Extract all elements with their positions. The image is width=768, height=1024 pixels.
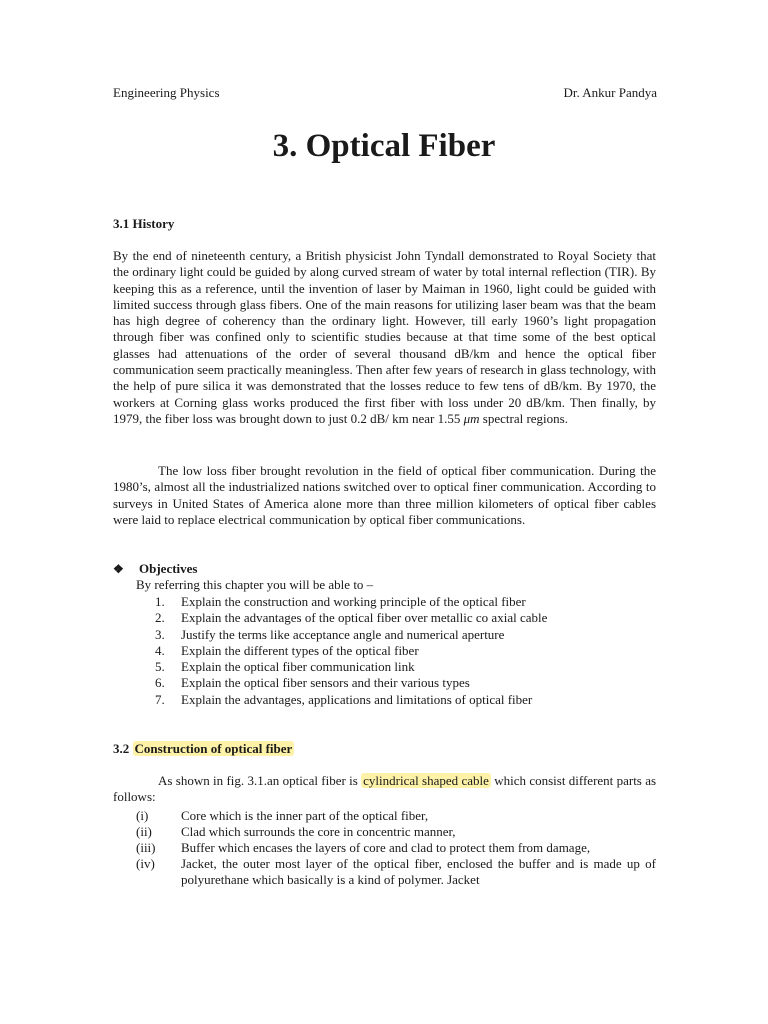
roman-numeral: (i) bbox=[136, 808, 149, 823]
header-author: Dr. Ankur Pandya bbox=[563, 85, 657, 100]
roman-numeral: (ii) bbox=[136, 824, 152, 839]
list-item bbox=[155, 643, 547, 659]
list-text: Explain the different types of the optical fiber bbox=[181, 642, 419, 658]
list-text: Explain the advantages, applications and limitations of optical fiber bbox=[181, 691, 533, 707]
roman-numeral: (iii) bbox=[136, 840, 156, 855]
list-item bbox=[155, 610, 547, 626]
part-text: Buffer which encases the layers of core and clad to protect them from damage, bbox=[181, 840, 591, 855]
objectives-list bbox=[155, 594, 547, 708]
objectives-heading bbox=[113, 561, 197, 577]
micrometer-unit: μm bbox=[463, 410, 480, 426]
list-item bbox=[136, 840, 656, 856]
list-number: 5. bbox=[155, 659, 165, 675]
history-para1-text: By the end of nineteenth century, a British physicist John Tyndall demonstrated to Royal Society that the ordinary light could be guided by along curved stream of water by total internal reflection (TIR). By keeping this as a reference, until the invention of laser by Maiman in 1960, light could be guided with limited success through glass fibers. One of the main reasons for utilizing laser beam was that the beam has high degree of coherency than the ordinary light. However, till early 1960’s light propagation through fiber was confined only to scientific studies because at that time some of the best optical glasses had attenuations of the order of several thousand dB/km and hence the optical fiber communication seem practically meaningless. Then after few years of research in glass technology, with the help of pure silica it was demonstrated that the losses reduce to few tens of dB/km. By 1970, the workers at Corning glass works produced the first fiber with loss under 20 dB/km. Then finally, by 1979, the fiber loss was brought down to just 0.2 dB/ km near 1.55 bbox=[113, 248, 656, 426]
history-paragraph-2 bbox=[113, 463, 656, 528]
intro-text-b: which consist different parts as follows: bbox=[113, 773, 657, 805]
list-item bbox=[155, 659, 547, 675]
objectives-intro: By referring this chapter you will be able to – bbox=[136, 577, 374, 592]
history-paragraph-1 bbox=[113, 248, 656, 427]
diamond-bullet-icon: ❖ bbox=[113, 561, 124, 576]
list-item bbox=[155, 675, 547, 691]
chapter-title: 3. Optical Fiber bbox=[272, 128, 496, 164]
history-para1-tail: spectral regions. bbox=[482, 410, 568, 426]
section-number: 3.2 bbox=[113, 741, 130, 756]
list-item bbox=[136, 856, 656, 888]
construction-intro bbox=[113, 773, 656, 806]
list-text: Explain the optical fiber communication link bbox=[181, 659, 415, 675]
list-number: 2. bbox=[155, 610, 165, 626]
list-number: 6. bbox=[155, 675, 165, 691]
highlighted-heading-text: Construction of optical fiber bbox=[134, 741, 293, 756]
part-text: Clad which surrounds the core in concentric manner, bbox=[181, 824, 456, 839]
header-course: Engineering Physics bbox=[113, 85, 220, 100]
list-text: Explain the construction and working principle of the optical fiber bbox=[181, 594, 526, 609]
list-number: 7. bbox=[155, 691, 165, 707]
list-item bbox=[155, 692, 547, 708]
objectives-heading-text: Objectives bbox=[139, 561, 198, 576]
list-number: 1. bbox=[155, 594, 165, 609]
list-number: 4. bbox=[155, 642, 165, 658]
section-heading-construction bbox=[113, 741, 294, 757]
history-para2-text: The low loss fiber brought revolution in the field of optical fiber communication. During the 1980’s, almost all the industrialized nations switched over to optical finer communication. According to surveys in United States of America alone more than three million kilometers of optical fiber cables were laid to replace electrical communication by optical fiber communications. bbox=[113, 463, 656, 527]
list-item bbox=[136, 824, 656, 840]
fiber-parts-list bbox=[136, 808, 656, 888]
list-item bbox=[155, 627, 547, 643]
part-text: Jacket, the outer most layer of the optical fiber, enclosed the buffer and is made up of polyurethane which basically is a kind of polymer. Jacket bbox=[181, 856, 656, 887]
list-number: 3. bbox=[155, 626, 165, 642]
roman-numeral: (iv) bbox=[136, 856, 155, 871]
list-item bbox=[155, 594, 547, 610]
list-item bbox=[136, 808, 656, 824]
list-text: Justify the terms like acceptance angle and numerical aperture bbox=[181, 626, 505, 642]
list-text: Explain the advantages of the optical fiber over metallic co axial cable bbox=[181, 610, 548, 626]
part-text: Core which is the inner part of the optical fiber, bbox=[181, 808, 429, 823]
highlighted-phrase: cylindrical shaped cable bbox=[363, 773, 489, 788]
intro-text-a: As shown in fig. 3.1.an optical fiber is bbox=[158, 773, 358, 788]
page-header bbox=[113, 85, 657, 101]
list-text: Explain the optical fiber sensors and their various types bbox=[181, 675, 470, 691]
section-heading-history: 3.1 History bbox=[113, 216, 175, 231]
